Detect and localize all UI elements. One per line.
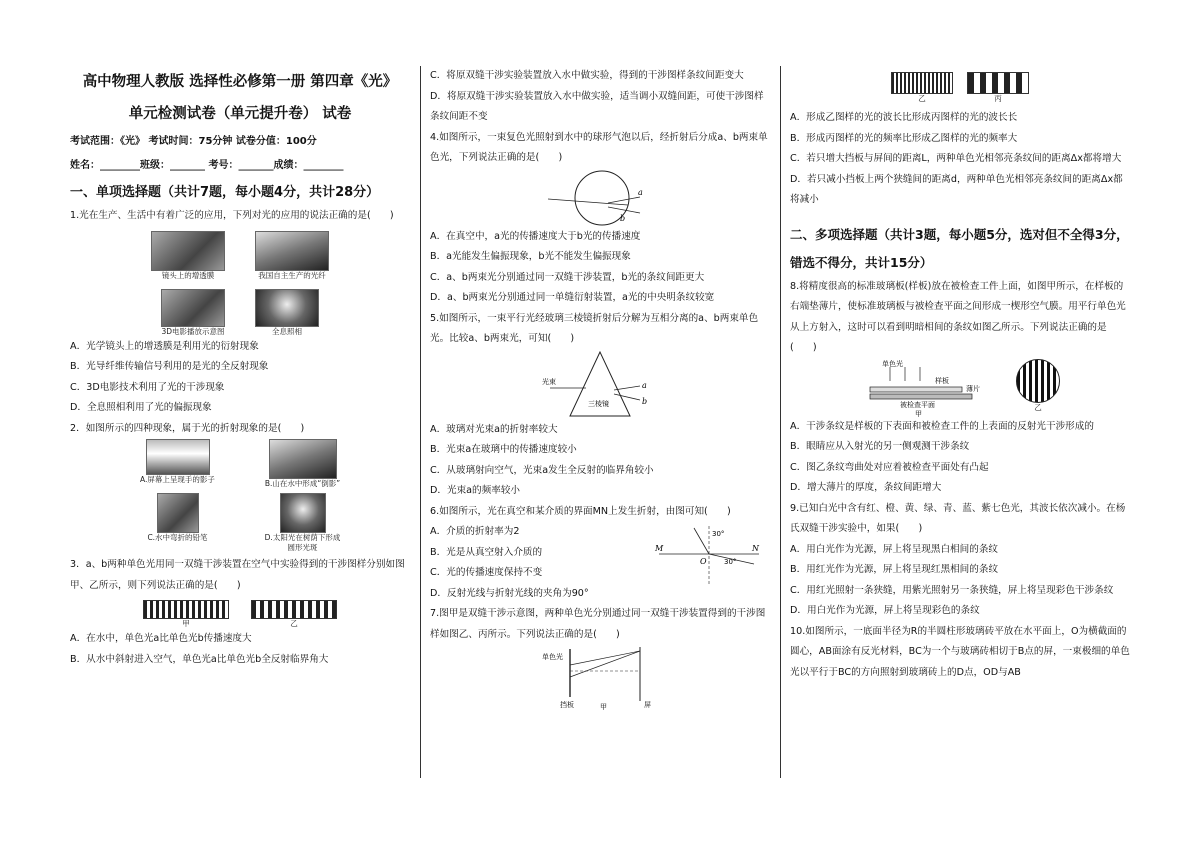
option: A．在真空中，a光的传播速度大于b光的传播速度 [430, 230, 641, 242]
question-stem: 5.如图所示，一束平行光经玻璃三棱镜折射后分解为互相分离的a、b两束单色光。比较a、b两束光，可知( ) [430, 312, 759, 344]
prism-diagram [430, 350, 770, 420]
figure-label: 挡板 [560, 701, 574, 709]
option: D．用白光作为光源，屏上将呈现彩色的条纹 [790, 605, 980, 616]
figure [263, 439, 343, 489]
question-stem: 7.图甲是双缝干涉示意图，两种单色光分别通过同一双缝干涉装置得到的干涉图样如图乙、丙所示。下列说法正确的是( ) [430, 608, 766, 640]
figure-caption: 乙 [1034, 402, 1042, 412]
exam-title: 高中物理人教版 选择性必修第一册 第四章《光》 [82, 73, 398, 90]
figure-caption: B.山在水中形成“倒影” [264, 479, 341, 488]
figure-label: 光束 [542, 377, 556, 386]
prism-svg [540, 350, 660, 420]
svg-text:a: a [642, 380, 647, 390]
svg-text:b: b [620, 213, 626, 223]
option: B．a光能发生偏振现象，b光不能发生偏振现象 [430, 251, 631, 262]
option: A．在水中，单色光a比单色光b传播速度大 [70, 633, 252, 644]
svg-text:O: O [700, 557, 707, 566]
svg-text:a: a [638, 187, 643, 197]
option: A．玻璃对光束a的折射率较大 [430, 423, 558, 435]
figure-caption: D.太阳光在树荫下形成圆形光斑 [264, 533, 341, 552]
option: B．从水中斜射进入空气，单色光a比单色光b全反射临界角大 [70, 653, 329, 665]
figure-label: 被检查平面 [900, 400, 935, 409]
option: D．将原双缝干涉实验装置放入水中做实验，适当调小双缝间距，可使干涉图样条纹间距不变 [430, 90, 764, 122]
option: D．光束a的频率较小 [430, 485, 521, 496]
figure-label: 薄片 [966, 384, 980, 393]
figure [255, 289, 319, 337]
option: B．光束a在玻璃中的传播速度较小 [430, 444, 577, 455]
q6-block [430, 522, 770, 604]
question-stem: 8.将精度很高的标准玻璃板(样板)放在被检查工件上面，如图甲所示，在样板的右端垫薄片，使标准玻璃板与被检查平面之间形成一楔形空气膜。用平行单色光从上方射入，这时可以看到明暗相间的条纹如图乙所示。下列说法正确的是( ) [790, 280, 1126, 353]
figure-row [70, 289, 410, 337]
column-2 [430, 66, 770, 711]
fringe-circle [1016, 359, 1060, 403]
question-stem: 10.如图所示，一底面半径为R的半圆柱形玻璃砖平放在水平面上，O为横截面的圆心，AB面涂有反光材料，BC为一个与玻璃砖相切于B点的屏，一束极细的单色光以平行于BC的方向照射到玻璃砖上的D点，OD与AB [790, 625, 1130, 678]
3d-movie-photo [161, 289, 225, 327]
section-heading: 一、单项选择题（共计7题，每小题4分，共计28分） [70, 185, 380, 200]
interface-svg [654, 524, 764, 590]
figure [151, 231, 225, 281]
figure-label: 单色光 [882, 359, 903, 368]
hand-shadow-photo [146, 439, 210, 475]
figure-caption: 镜头上的增透膜 [161, 270, 215, 280]
figure-caption: 乙 [918, 94, 926, 103]
option: C．a、b两束光分别通过同一双缝干涉装置，b光的条纹间距更大 [430, 271, 705, 283]
svg-text:b: b [642, 396, 648, 406]
figure-caption: C.水中弯折的铅笔 [147, 533, 208, 542]
lens-photo [151, 231, 225, 271]
section-heading: 二、多项选择题（共计3题，每小题5分，选对但不全得3分，错选不得分，共计15分） [790, 226, 1129, 270]
figure [143, 600, 229, 629]
option: B．眼睛应从入射光的另一侧观测干涉条纹 [790, 441, 970, 452]
figure-caption: 乙 [290, 619, 298, 628]
option: D．反射光线与折射光线的夹角为90° [430, 587, 589, 599]
svg-text:30°: 30° [712, 530, 725, 538]
option: C．3D电影技术利用了光的干涉现象 [70, 381, 225, 393]
figure-row [70, 600, 410, 629]
figure-caption: A.屏幕上呈现手的影子 [140, 475, 215, 484]
svg-text:30°: 30° [724, 558, 737, 566]
figure-caption: 丙 [994, 94, 1002, 103]
figure-caption: 全息照相 [272, 326, 302, 336]
figure [138, 493, 218, 553]
hologram-photo [255, 289, 319, 327]
option: D．全息照相利用了光的偏振现象 [70, 402, 212, 413]
fiber-photo [255, 231, 329, 271]
figure-caption: 3D电影播放示意图 [161, 326, 225, 336]
figure-label: 单色光 [542, 653, 563, 661]
double-slit-diagram [430, 645, 770, 711]
figure [891, 72, 953, 104]
figure [251, 600, 337, 629]
svg-text:N: N [752, 544, 759, 553]
column-divider [420, 66, 421, 778]
pencil-in-water-photo [157, 493, 199, 533]
option: A．介质的折射率为2 [430, 526, 520, 537]
wedge-film-svg [860, 359, 990, 417]
option: B．用红光作为光源，屏上将呈现红黑相间的条纹 [790, 564, 999, 575]
figure-label: 三棱镜 [588, 399, 609, 408]
option: A．干涉条纹是样板的下表面和被检查工件的上表面的反射光干涉形成的 [790, 420, 1094, 432]
interference-pattern [251, 600, 337, 619]
option: C．图乙条纹弯曲处对应着被检查平面处有凸起 [790, 461, 989, 473]
figure [1016, 359, 1060, 417]
figure [138, 439, 218, 489]
question-stem: 6.如图所示，光在真空和某介质的界面MN上发生折射，由图可知( ) [430, 505, 731, 517]
figure-label: 甲 [915, 409, 922, 417]
figure [161, 289, 225, 337]
option: B．光是从真空射入介质的 [430, 546, 543, 558]
figure-row [790, 72, 1130, 104]
option: B．光导纤维传输信号利用的是光的全反射现象 [70, 361, 269, 372]
option: C．将原双缝干涉实验装置放入水中做实验，得到的干涉图样条纹间距变大 [430, 70, 744, 81]
figure-row [70, 493, 410, 553]
option: C．用红光照射一条狭缝，用紫光照射另一条狭缝，屏上将呈现彩色干涉条纹 [790, 584, 1114, 596]
interference-pattern [143, 600, 229, 619]
interference-pattern [891, 72, 953, 94]
option: B．形成丙图样的光的频率比形成乙图样的光的频率大 [790, 132, 1018, 144]
exam-subtitle: 单元检测试卷（单元提升卷） 试卷 [128, 105, 352, 122]
option: A．形成乙图样的光的波长比形成丙图样的光的波长长 [790, 112, 1018, 123]
question-stem: 3．a、b两种单色光用同一双缝干涉装置在空气中实验得到的干涉图样分别如图甲、乙所示，则下列说法正确的是( ) [70, 559, 405, 591]
question-stem: 1.光在生产、生活中有着广泛的应用，下列对光的应用的说法正确的是( ) [70, 210, 394, 221]
option: A．光学镜头上的增透膜是利用光的衍射现象 [70, 340, 259, 352]
bubble-diagram [430, 169, 770, 227]
interference-pattern [967, 72, 1029, 94]
option: D．若只减小挡板上两个狭缝间的距离d，两种单色光相邻亮条纹间的距离Δx都将减小 [790, 173, 1123, 205]
option: D．a、b两束光分别通过同一单缝衍射装置，a光的中央明条纹较宽 [430, 292, 715, 303]
column-3 [790, 66, 1130, 683]
svg-text:M: M [655, 544, 664, 553]
figure-caption: 我国自主生产的光纤 [258, 270, 326, 280]
double-slit-svg [540, 645, 660, 711]
figure-label: 甲 [600, 703, 607, 711]
figure [967, 72, 1029, 104]
option: A．用白光作为光源，屏上将呈现黑白相间的条纹 [790, 543, 999, 555]
option: C．若只增大挡板与屏间的距离L，两种单色光相邻亮条纹间的距离Δx都将增大 [790, 153, 1122, 164]
column-divider [780, 66, 781, 778]
option: C．从玻璃射向空气，光束a发生全反射的临界角较小 [430, 464, 654, 476]
column-1 [70, 66, 410, 670]
figure-label: 样板 [935, 376, 949, 385]
question-stem: 2．如图所示的四种现象，属于光的折射现象的是( ) [70, 422, 305, 434]
light-spot-photo [280, 493, 326, 533]
bubble-refraction-svg [540, 169, 660, 227]
option: C．光的传播速度保持不变 [430, 567, 543, 578]
figure [263, 493, 343, 553]
question-stem: 9.已知白光中含有红、橙、黄、绿、青、蓝、紫七色光，其波长依次减小。在杨氏双缝干涉实验中，如果( ) [790, 502, 1126, 534]
figure-row [70, 439, 410, 489]
figure-row [790, 359, 1130, 417]
figure-label: 屏 [644, 701, 651, 709]
figure-caption: 甲 [182, 619, 190, 628]
figure [255, 231, 329, 281]
option: D．增大薄片的厚度，条纹间距增大 [790, 482, 942, 493]
student-info: 姓名：________班级：_______ 考号：_______成绩：________ [70, 160, 344, 171]
exam-info: 考试范围：《光》 考试时间：75分钟 试卷分值：100分 [70, 136, 317, 147]
mountain-reflection-photo [269, 439, 337, 479]
question-stem: 4.如图所示，一束复色光照射到水中的球形气泡以后，经折射后分成a、b两束单色光，下列说法正确的是( ) [430, 131, 768, 163]
figure-row [70, 231, 410, 281]
